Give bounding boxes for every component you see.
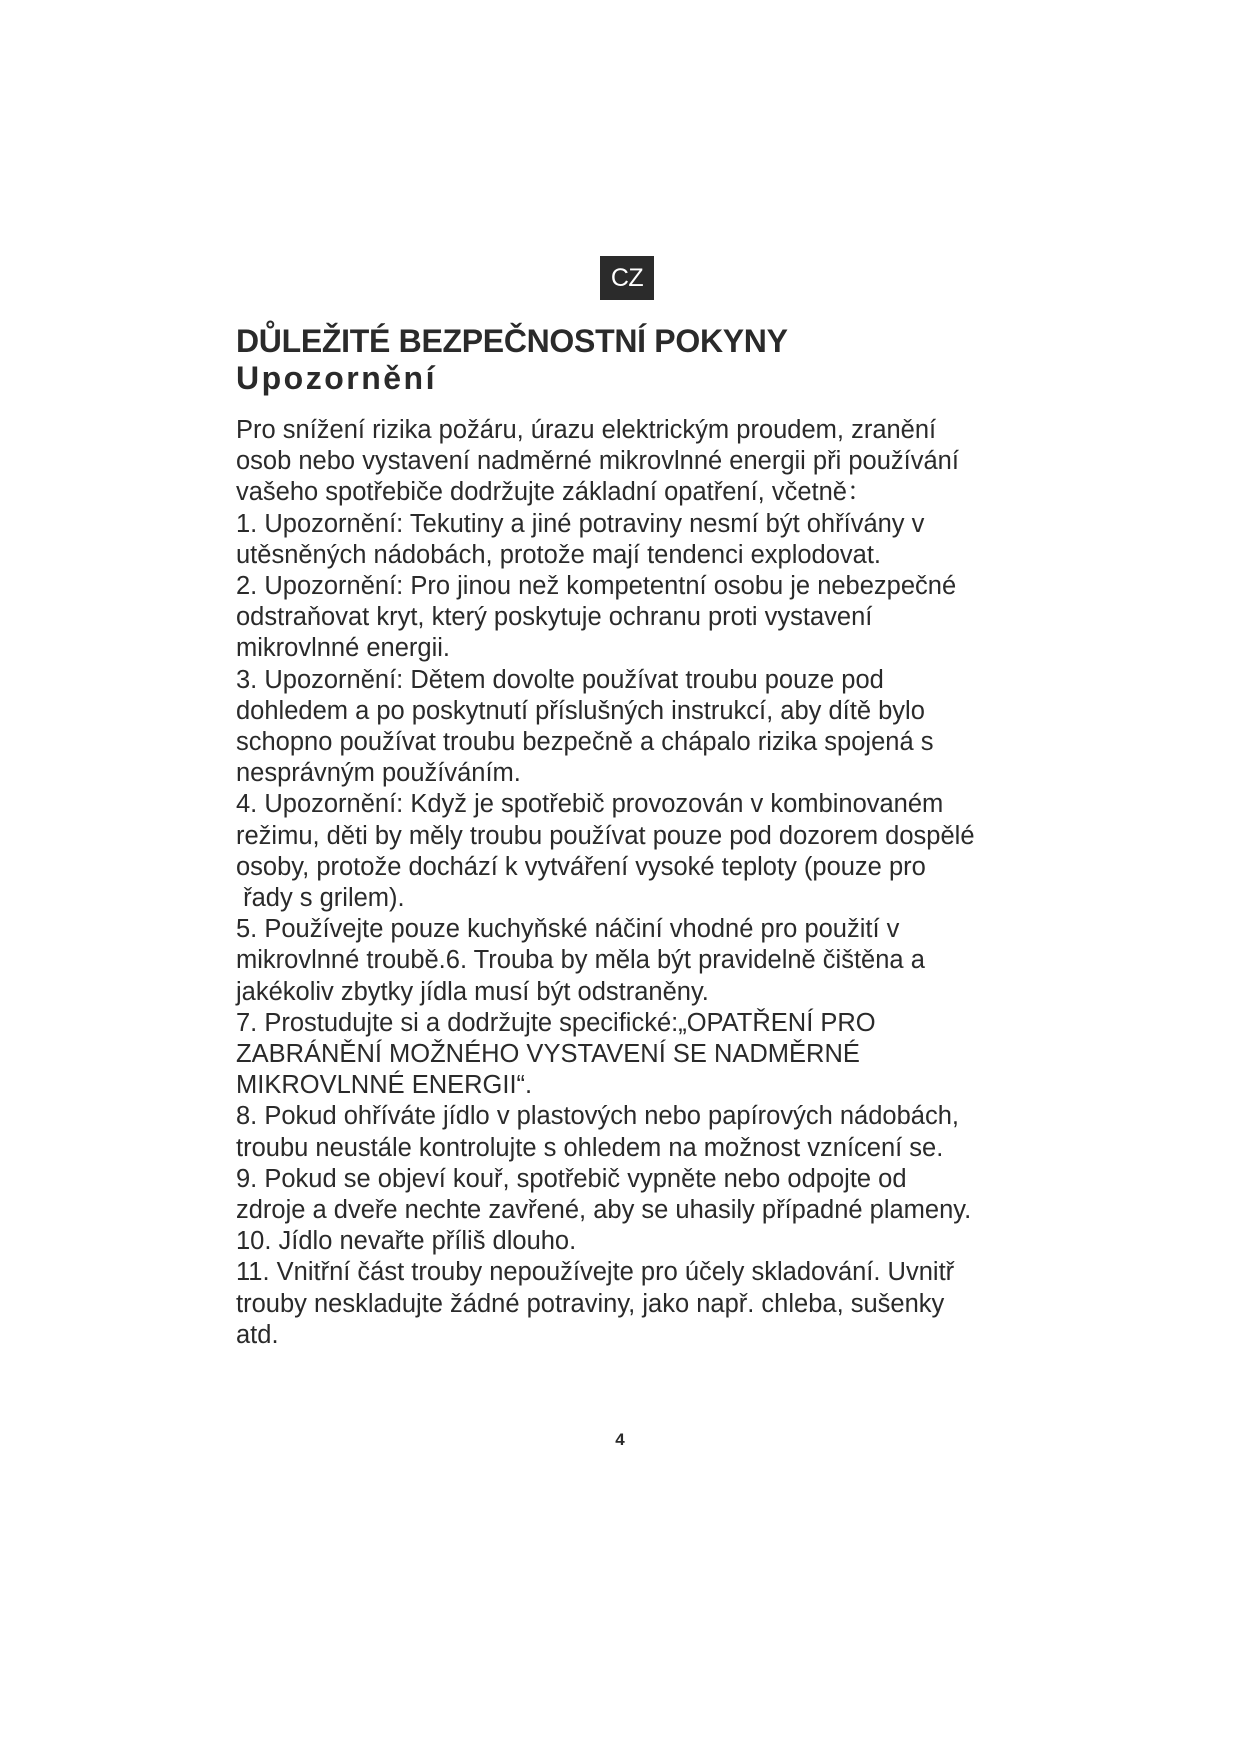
text-line: osoby, protože dochází k vytváření vysoké teploty (pouze pro: [236, 852, 926, 881]
text-line: 5. Používejte pouze kuchyňské náčiní vhodné pro použití v: [236, 915, 900, 944]
text-line: atd.: [236, 1320, 279, 1349]
page-number: 4: [615, 1430, 625, 1449]
text-line: 11. Vnitřní část trouby nepoužívejte pro účely skladování. Uvnitř: [236, 1258, 955, 1287]
text-line: odstraňovat kryt, který poskytuje ochranu proti vystavení: [236, 603, 873, 632]
text-line: nesprávným používáním.: [236, 759, 521, 788]
text-line: mikrovlnné energii.: [236, 634, 451, 663]
text-line: režimu, děti by měly troubu používat pouze pod dozorem dospělé: [236, 821, 975, 850]
text-line: 2. Upozornění: Pro jinou než kompetentní osobu je nebezpečné: [236, 572, 957, 601]
text-line: 9. Pokud se objeví kouř, spotřebič vypněte nebo odpojte od: [236, 1164, 907, 1193]
text-line: zdroje a dveře nechte zavřené, aby se uhasily případné plameny.: [236, 1196, 972, 1225]
text-line: trouby neskladujte žádné potraviny, jako např. chleba, sušenky: [236, 1289, 945, 1318]
text-line: schopno používat troubu bezpečně a chápalo rizika spojená s: [236, 728, 934, 757]
text-line: jakékoliv zbytky jídla musí být odstraněny.: [236, 977, 709, 1006]
text-line: Pro snížení rizika požáru, úrazu elektrickým proudem, zranění: [236, 416, 937, 444]
language-badge: CZ: [600, 256, 654, 300]
text-line: vašeho spotřebiče dodržujte základní opatření, včetně：: [236, 478, 873, 507]
text-line: 7. Prostudujte si a dodržujte specifické:„OPATŘENÍ PRO: [236, 1008, 876, 1037]
text-line: řady s grilem).: [236, 884, 405, 913]
text-line: 4. Upozornění: Když je spotřebič provozován v kombinovaném: [236, 790, 944, 819]
text-line: mikrovlnné troubě.6. Trouba by měla být pravidelně čištěna a: [236, 946, 925, 975]
text-line: osob nebo vystavení nadměrné mikrovlnné energii při používání: [236, 447, 959, 476]
text-line: MIKROVLNNÉ ENERGII“.: [236, 1071, 533, 1100]
text-line: dohledem a po poskytnutí příslušných instrukcí, aby dítě bylo: [236, 696, 925, 725]
text-line: 8. Pokud ohříváte jídlo v plastových nebo papírových nádobách,: [236, 1102, 959, 1131]
text-line: 3. Upozornění: Dětem dovolte používat troubu pouze pod: [236, 665, 884, 694]
text-line: troubu neustále kontrolujte s ohledem na možnost vznícení se.: [236, 1133, 944, 1162]
page-title: DŮLEŽITÉ BEZPEČNOSTNÍ POKYNY: [236, 323, 788, 359]
text-line: 10. Jídlo nevařte příliš dlouho.: [236, 1227, 577, 1256]
section-subtitle: Upozornění: [236, 360, 437, 396]
text-line: 1. Upozornění: Tekutiny a jiné potraviny nesmí být ohřívány v: [236, 509, 925, 538]
text-line: ZABRÁNĚNÍ MOŽNÉHO VYSTAVENÍ SE NADMĚRNÉ: [236, 1040, 860, 1069]
safety-instructions-text: [236, 415, 1026, 1351]
text-line: utěsněných nádobách, protože mají tendenci explodovat.: [236, 540, 882, 569]
